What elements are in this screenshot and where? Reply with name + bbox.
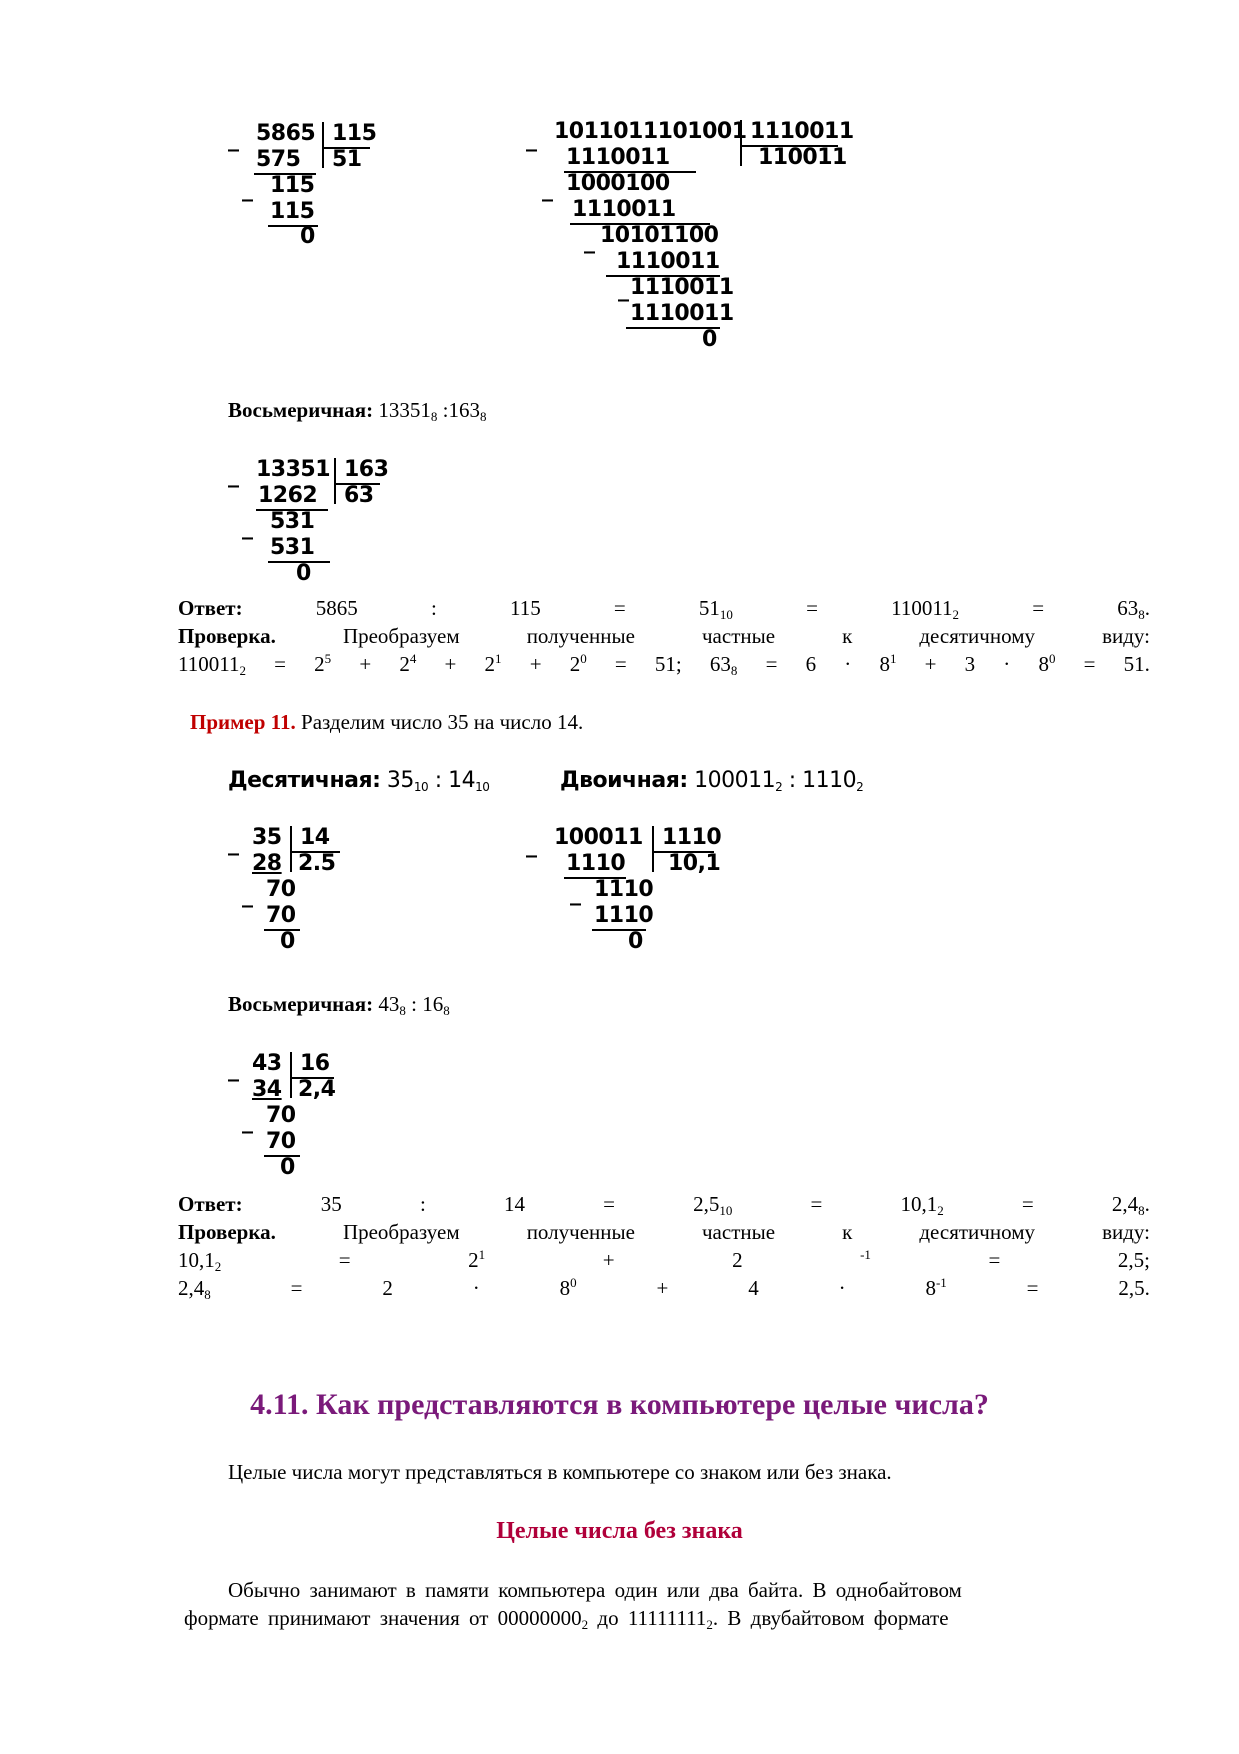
division-binary-1011011101001: _ 1011011101001 1110011 1110011 110011 _ 1000100 1110011 10101100 _ 1110011 1110011 _ 1110011 0: [526, 119, 854, 352]
division-5865-by-115: _ 5865 115 575 51 _ 115 115 0: [228, 121, 377, 249]
decimal-heading: Десятичная: $35_{10}$ : $14_{10}$: [228, 768, 490, 794]
check-formula-1: $110011_2$ = $2^5$ + $2^4$ + $2^1$ + $2^0$ = 51; $63_8$ = 6 · $8^1$ + 3 · $8^0$ = 51.: [178, 651, 1150, 678]
paragraph-line-1: Обычно занимают в памяти компьютера один или два байта. В однобайтовом: [228, 1578, 962, 1602]
octal-heading-2: Восьмеричная: $43_8$ : $16_8$: [228, 992, 450, 1018]
check-formula-2b: $2,4_8$ = 2 · $8^0$ + 4 · $8^{-1}$ = 2,5.: [178, 1275, 1150, 1302]
quotient: 51: [332, 147, 362, 172]
answer-line-2: Ответ: 35 : 14 = $2,5_{10}$ = $10,1_2$ = $2,4_8$.: [178, 1192, 1150, 1218]
section-intro: Целые числа могут представляться в компьютере со знаком или без знака.: [228, 1460, 892, 1484]
subtrahend-2: 115: [270, 199, 315, 224]
check-line-1: Проверка. Преобразуем полученные частные к десятичному виду:: [178, 624, 1150, 648]
octal-heading-1: Восьмеричная: $13351_8$ $:163_8$: [228, 398, 487, 424]
divisor: 115: [332, 121, 377, 146]
answer-line-1: Ответ: 5865 : 115 = $51_{10}$ = $110011_2$ = $63_8$.: [178, 596, 1150, 622]
check-formula-2a: $10,1_2$ = $2^1$ + 2 $^{-1}$ = 2,5;: [178, 1247, 1150, 1274]
check-line-2: Проверка. Преобразуем полученные частные к десятичному виду:: [178, 1220, 1150, 1244]
division-13351-by-163: _ 13351 163 1262 63 _ 531 531 0: [228, 457, 389, 586]
remainder: 0: [300, 224, 315, 249]
division-100011-by-1110: _ 100011 1110 1110 10,1 _ 1110 1110 0: [526, 825, 722, 954]
paragraph-line-2: формате принимают значения от $00000000_2$ до $11111111_2$. В двубайтовом формате: [184, 1606, 949, 1632]
dividend: 5865: [256, 121, 316, 146]
example-11: Пример 11. Разделим число 35 на число 14.: [190, 710, 584, 734]
division-43-by-16: _ 43 16 34 2,4 _ 70 70 0: [228, 1051, 336, 1180]
subtrahend: 575: [256, 147, 301, 172]
minus-sign: _: [228, 127, 239, 152]
subsection-title: Целые числа без знака: [496, 1518, 743, 1544]
binary-heading: Двоичная: $100011_2$ : $1110_2$: [560, 768, 864, 794]
division-35-by-14: _ 35 14 28 2.5 _ 70 70 0: [228, 824, 368, 964]
remainder-1: 115: [270, 173, 315, 198]
section-title: 4.11. Как представляются в компьютере целые числа?: [250, 1388, 989, 1421]
